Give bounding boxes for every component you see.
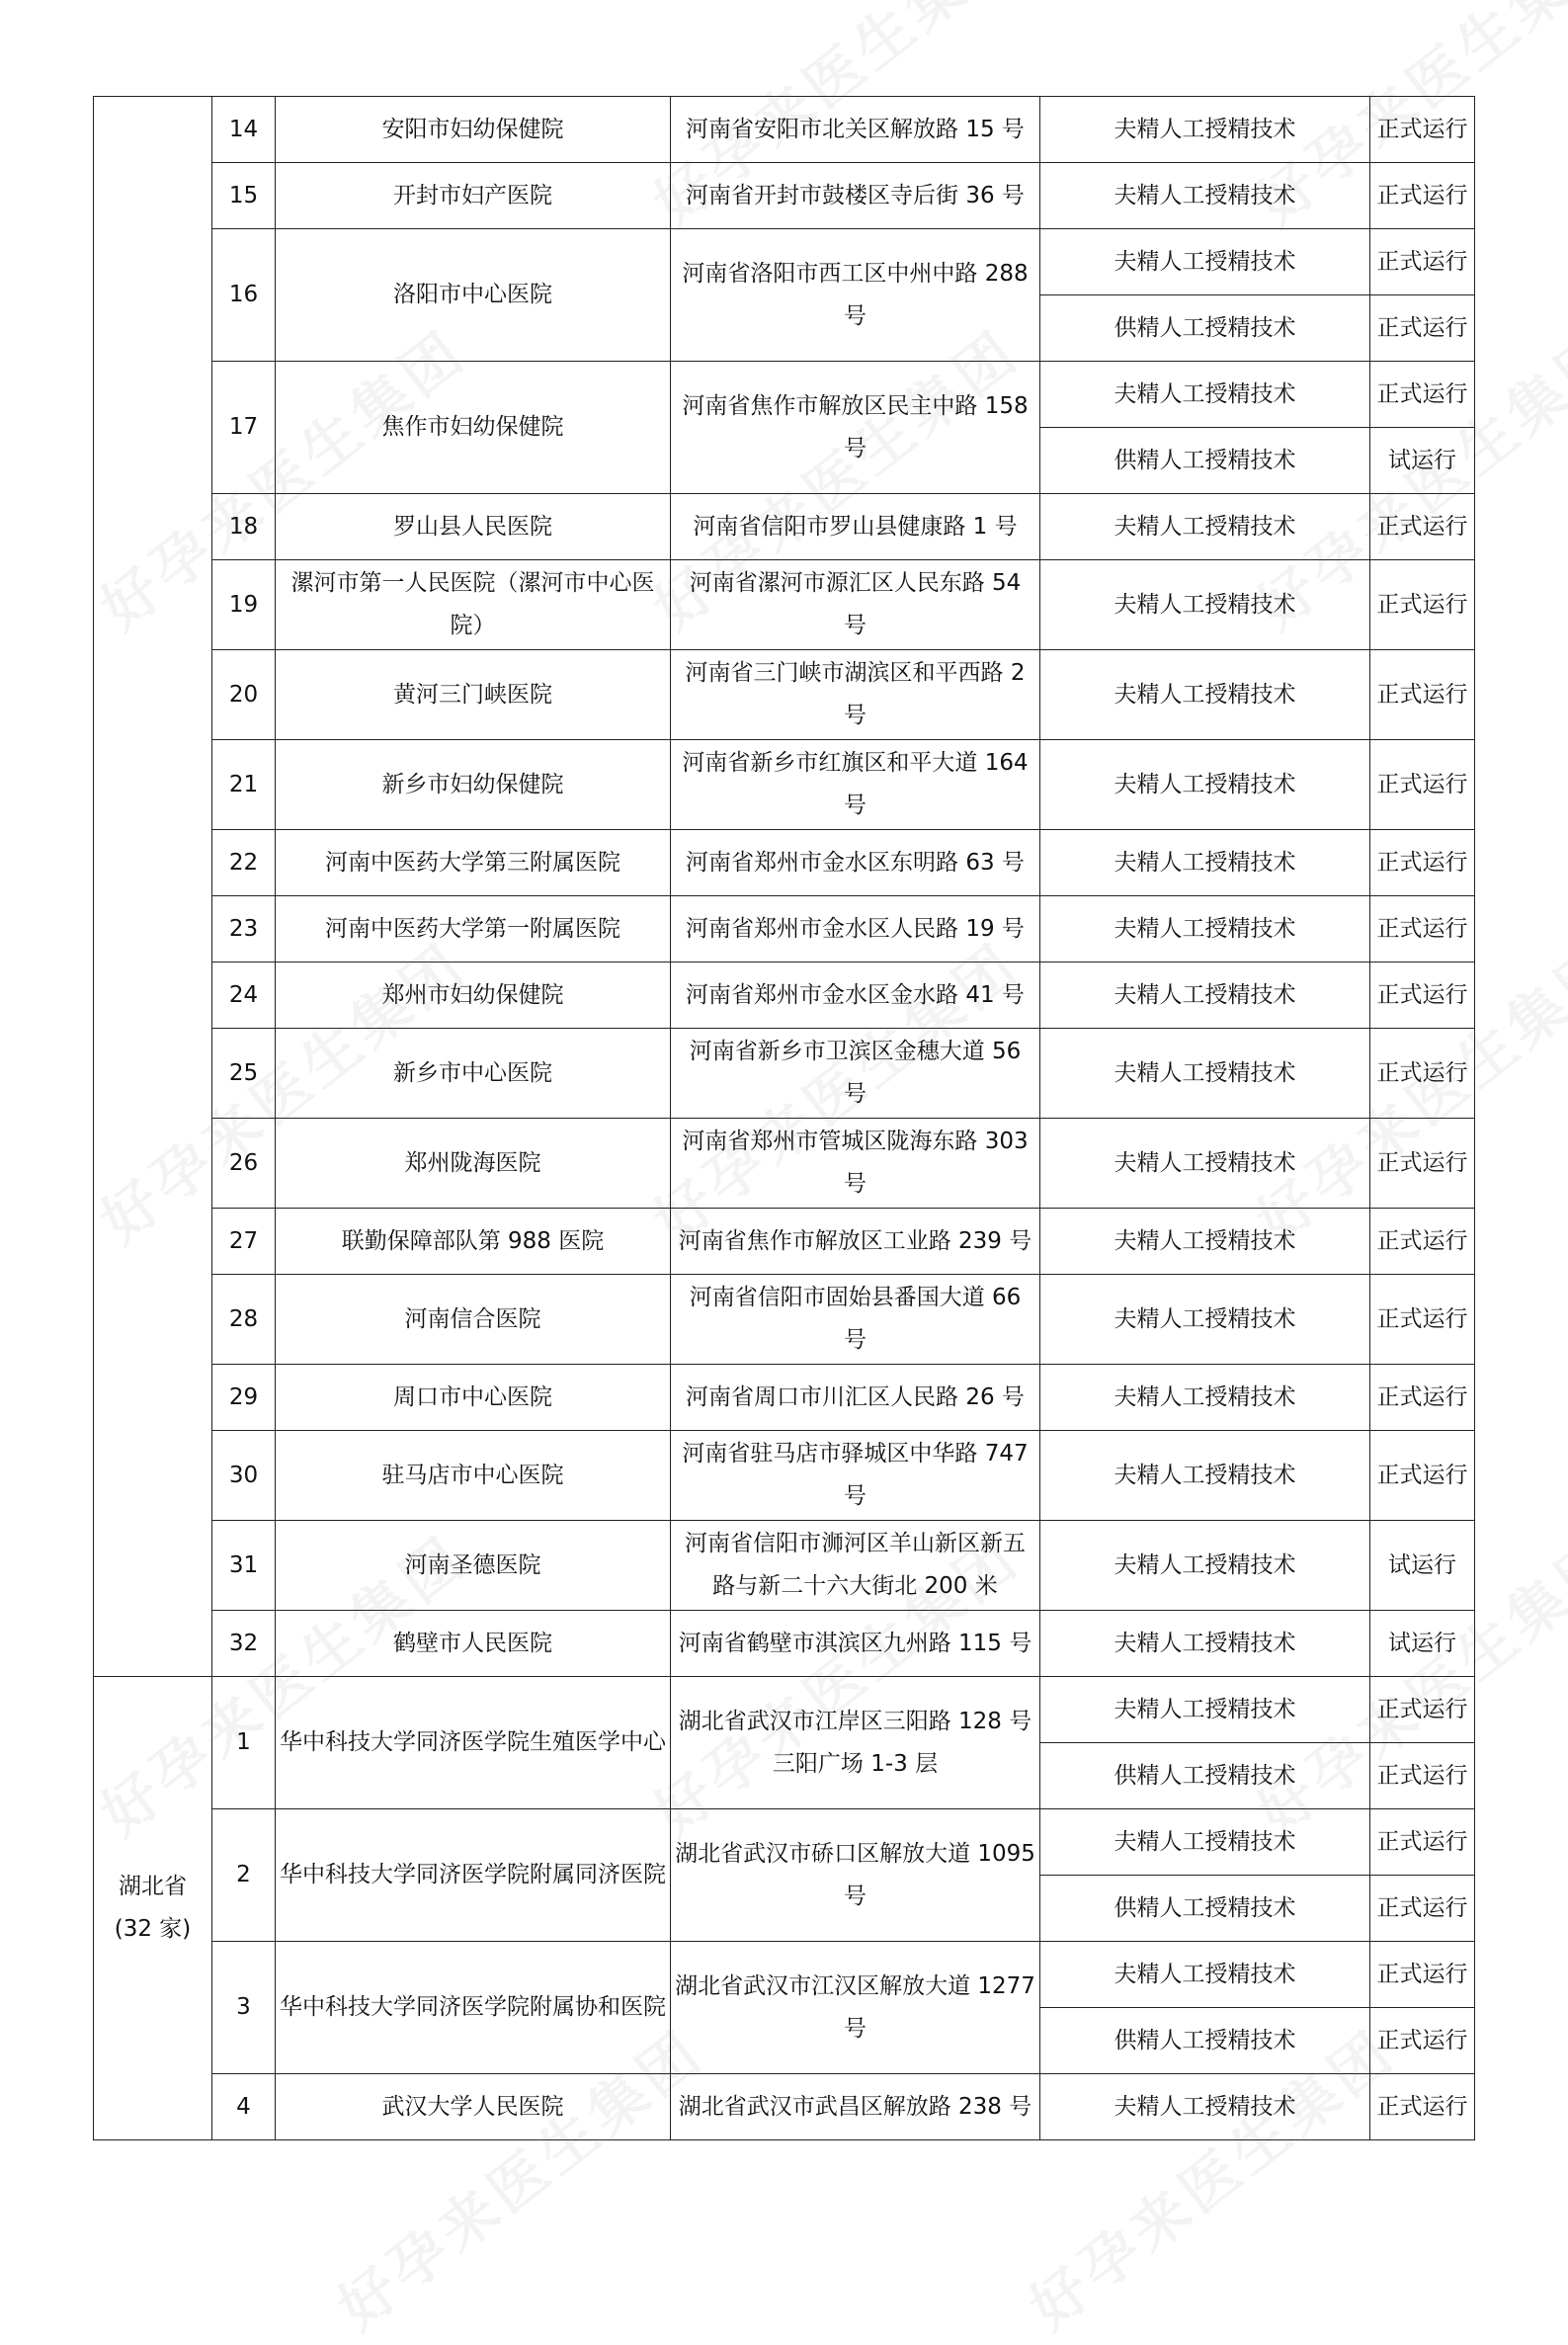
operation-status: 正式运行 — [1370, 1119, 1475, 1209]
technology-type: 夫精人工授精技术 — [1040, 163, 1370, 229]
operation-status: 正式运行 — [1370, 494, 1475, 560]
hospital-address: 湖北省武汉市江汉区解放大道 1277 号 — [671, 1942, 1040, 2074]
table-row — [94, 963, 1475, 1029]
technology-type: 夫精人工授精技术 — [1040, 494, 1370, 560]
technology-type: 夫精人工授精技术 — [1040, 1942, 1370, 2008]
hospital-address: 河南省郑州市管城区陇海东路 303 号 — [671, 1119, 1040, 1209]
hospital-address: 河南省漯河市源汇区人民东路 54 号 — [671, 560, 1040, 650]
hospital-address: 河南省信阳市罗山县健康路 1 号 — [671, 494, 1040, 560]
hospital-name: 河南圣德医院 — [276, 1521, 671, 1611]
operation-status: 正式运行 — [1370, 650, 1475, 740]
hospital-address: 河南省驻马店市驿城区中华路 747 号 — [671, 1431, 1040, 1521]
technology-type: 夫精人工授精技术 — [1040, 560, 1370, 650]
table-row — [94, 1942, 1475, 2008]
table-row — [94, 740, 1475, 830]
technology-type: 供精人工授精技术 — [1040, 1743, 1370, 1809]
operation-status: 正式运行 — [1370, 1365, 1475, 1431]
hospital-address: 河南省新乡市卫滨区金穗大道 56 号 — [671, 1029, 1040, 1119]
operation-status: 正式运行 — [1370, 1275, 1475, 1365]
hospital-name: 安阳市妇幼保健院 — [276, 97, 671, 163]
row-number: 31 — [212, 1521, 276, 1611]
hospital-address: 河南省鹤壁市淇滨区九州路 115 号 — [671, 1611, 1040, 1677]
technology-type: 供精人工授精技术 — [1040, 295, 1370, 362]
technology-type: 供精人工授精技术 — [1040, 2008, 1370, 2074]
operation-status: 正式运行 — [1370, 1809, 1475, 1876]
row-number: 19 — [212, 560, 276, 650]
hospital-address: 河南省焦作市解放区工业路 239 号 — [671, 1209, 1040, 1275]
row-number: 17 — [212, 362, 276, 494]
row-number: 32 — [212, 1611, 276, 1677]
operation-status: 正式运行 — [1370, 896, 1475, 963]
technology-type: 夫精人工授精技术 — [1040, 963, 1370, 1029]
table-row — [94, 1677, 1475, 1743]
technology-type: 夫精人工授精技术 — [1040, 830, 1370, 896]
row-number: 27 — [212, 1209, 276, 1275]
operation-status: 试运行 — [1370, 1611, 1475, 1677]
operation-status: 正式运行 — [1370, 963, 1475, 1029]
table-row — [94, 1611, 1475, 1677]
operation-status: 正式运行 — [1370, 1876, 1475, 1942]
province-cell-henan — [94, 97, 212, 1677]
row-number: 4 — [212, 2074, 276, 2140]
hospital-address: 湖北省武汉市江岸区三阳路 128 号三阳广场 1-3 层 — [671, 1677, 1040, 1809]
operation-status: 正式运行 — [1370, 229, 1475, 295]
row-number: 21 — [212, 740, 276, 830]
table-row — [94, 1431, 1475, 1521]
province-cell-hubei — [94, 1677, 212, 2140]
operation-status: 正式运行 — [1370, 560, 1475, 650]
table-row — [94, 362, 1475, 428]
hospital-address: 河南省新乡市红旗区和平大道 164 号 — [671, 740, 1040, 830]
hospital-name: 联勤保障部队第 988 医院 — [276, 1209, 671, 1275]
technology-type: 夫精人工授精技术 — [1040, 97, 1370, 163]
row-number: 18 — [212, 494, 276, 560]
hospital-address: 河南省周口市川汇区人民路 26 号 — [671, 1365, 1040, 1431]
hospital-name: 华中科技大学同济医学院生殖医学中心 — [276, 1677, 671, 1809]
hospital-address: 河南省信阳市固始县番国大道 66 号 — [671, 1275, 1040, 1365]
hospital-name: 漯河市第一人民医院（漯河市中心医院） — [276, 560, 671, 650]
operation-status: 试运行 — [1370, 428, 1475, 494]
hospital-name: 华中科技大学同济医学院附属同济医院 — [276, 1809, 671, 1942]
technology-type: 夫精人工授精技术 — [1040, 1275, 1370, 1365]
table-row — [94, 1365, 1475, 1431]
technology-type: 供精人工授精技术 — [1040, 428, 1370, 494]
table-row — [94, 830, 1475, 896]
operation-status: 正式运行 — [1370, 1431, 1475, 1521]
operation-status: 正式运行 — [1370, 1942, 1475, 2008]
hospital-address: 湖北省武汉市武昌区解放路 238 号 — [671, 2074, 1040, 2140]
row-number: 30 — [212, 1431, 276, 1521]
table-row — [94, 560, 1475, 650]
hospital-name: 河南中医药大学第一附属医院 — [276, 896, 671, 963]
hospital-address: 河南省郑州市金水区金水路 41 号 — [671, 963, 1040, 1029]
operation-status: 正式运行 — [1370, 2008, 1475, 2074]
row-number: 23 — [212, 896, 276, 963]
technology-type: 夫精人工授精技术 — [1040, 740, 1370, 830]
table-row — [94, 1809, 1475, 1876]
operation-status: 正式运行 — [1370, 362, 1475, 428]
operation-status: 正式运行 — [1370, 740, 1475, 830]
operation-status: 正式运行 — [1370, 163, 1475, 229]
hospital-name: 驻马店市中心医院 — [276, 1431, 671, 1521]
technology-type: 供精人工授精技术 — [1040, 1876, 1370, 1942]
operation-status: 试运行 — [1370, 1521, 1475, 1611]
row-number: 25 — [212, 1029, 276, 1119]
hospital-address: 河南省开封市鼓楼区寺后街 36 号 — [671, 163, 1040, 229]
operation-status: 正式运行 — [1370, 1743, 1475, 1809]
operation-status: 正式运行 — [1370, 97, 1475, 163]
hospital-name: 武汉大学人民医院 — [276, 2074, 671, 2140]
technology-type: 夫精人工授精技术 — [1040, 2074, 1370, 2140]
technology-type: 夫精人工授精技术 — [1040, 1431, 1370, 1521]
row-number: 2 — [212, 1809, 276, 1942]
table-row — [94, 1119, 1475, 1209]
table-row — [94, 2074, 1475, 2140]
hospital-name: 焦作市妇幼保健院 — [276, 362, 671, 494]
operation-status: 正式运行 — [1370, 2074, 1475, 2140]
technology-type: 夫精人工授精技术 — [1040, 362, 1370, 428]
row-number: 26 — [212, 1119, 276, 1209]
technology-type: 夫精人工授精技术 — [1040, 1209, 1370, 1275]
technology-type: 夫精人工授精技术 — [1040, 1119, 1370, 1209]
hospital-address: 河南省信阳市浉河区羊山新区新五路与新二十六大街北 200 米 — [671, 1521, 1040, 1611]
row-number: 14 — [212, 97, 276, 163]
hospital-name: 新乡市妇幼保健院 — [276, 740, 671, 830]
hospital-name: 鹤壁市人民医院 — [276, 1611, 671, 1677]
hospital-name: 周口市中心医院 — [276, 1365, 671, 1431]
province-count: (32 家) — [114, 1916, 192, 1942]
hospital-address: 河南省焦作市解放区民主中路 158 号 — [671, 362, 1040, 494]
row-number: 28 — [212, 1275, 276, 1365]
technology-type: 夫精人工授精技术 — [1040, 1611, 1370, 1677]
table-row — [94, 896, 1475, 963]
hospital-name: 黄河三门峡医院 — [276, 650, 671, 740]
technology-type: 夫精人工授精技术 — [1040, 650, 1370, 740]
operation-status: 正式运行 — [1370, 1029, 1475, 1119]
province-name: 湖北省 — [119, 1874, 187, 1899]
hospital-name: 洛阳市中心医院 — [276, 229, 671, 362]
operation-status: 正式运行 — [1370, 1209, 1475, 1275]
hospital-name: 河南中医药大学第三附属医院 — [276, 830, 671, 896]
operation-status: 正式运行 — [1370, 1677, 1475, 1743]
table-row — [94, 1209, 1475, 1275]
table-row — [94, 229, 1475, 295]
hospital-name: 河南信合医院 — [276, 1275, 671, 1365]
row-number: 20 — [212, 650, 276, 740]
table-row — [94, 1521, 1475, 1611]
table-row — [94, 494, 1475, 560]
row-number: 16 — [212, 229, 276, 362]
row-number: 3 — [212, 1942, 276, 2074]
hospital-address: 湖北省武汉市硚口区解放大道 1095 号 — [671, 1809, 1040, 1942]
row-number: 1 — [212, 1677, 276, 1809]
technology-type: 夫精人工授精技术 — [1040, 1029, 1370, 1119]
technology-type: 夫精人工授精技术 — [1040, 1521, 1370, 1611]
row-number: 15 — [212, 163, 276, 229]
technology-type: 夫精人工授精技术 — [1040, 229, 1370, 295]
row-number: 24 — [212, 963, 276, 1029]
row-number: 29 — [212, 1365, 276, 1431]
hospital-address: 河南省洛阳市西工区中州中路 288 号 — [671, 229, 1040, 362]
technology-type: 夫精人工授精技术 — [1040, 1677, 1370, 1743]
hospital-address: 河南省三门峡市湖滨区和平西路 2 号 — [671, 650, 1040, 740]
hospital-address: 河南省郑州市金水区人民路 19 号 — [671, 896, 1040, 963]
row-number: 22 — [212, 830, 276, 896]
hospital-address: 河南省郑州市金水区东明路 63 号 — [671, 830, 1040, 896]
table-row — [94, 97, 1475, 163]
technology-type: 夫精人工授精技术 — [1040, 896, 1370, 963]
hospital-name: 罗山县人民医院 — [276, 494, 671, 560]
hospital-name: 郑州陇海医院 — [276, 1119, 671, 1209]
technology-type: 夫精人工授精技术 — [1040, 1365, 1370, 1431]
table-row — [94, 650, 1475, 740]
operation-status: 正式运行 — [1370, 295, 1475, 362]
technology-type: 夫精人工授精技术 — [1040, 1809, 1370, 1876]
hospital-table — [93, 96, 1475, 2140]
operation-status: 正式运行 — [1370, 830, 1475, 896]
hospital-address: 河南省安阳市北关区解放路 15 号 — [671, 97, 1040, 163]
hospital-name: 新乡市中心医院 — [276, 1029, 671, 1119]
hospital-name: 郑州市妇幼保健院 — [276, 963, 671, 1029]
table-row — [94, 1275, 1475, 1365]
table-row — [94, 1029, 1475, 1119]
hospital-name: 开封市妇产医院 — [276, 163, 671, 229]
hospital-name: 华中科技大学同济医学院附属协和医院 — [276, 1942, 671, 2074]
table-row — [94, 163, 1475, 229]
